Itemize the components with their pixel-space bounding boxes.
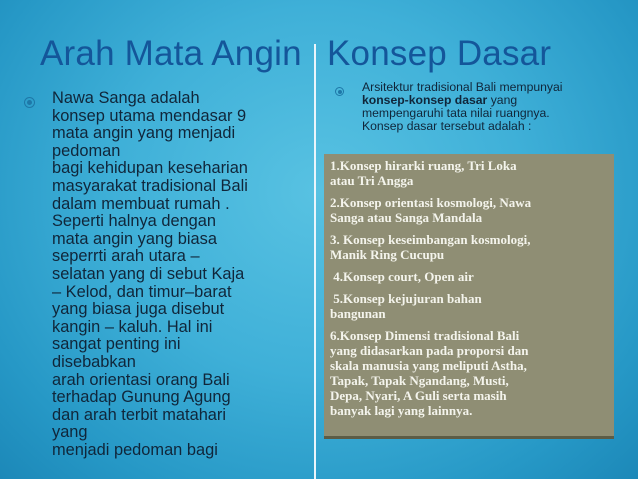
concept-line: 6.Konsep Dimensi tradisional Bali xyxy=(330,328,520,343)
concept-item xyxy=(330,195,612,225)
bullet-icon xyxy=(24,97,35,108)
concept-item xyxy=(330,328,612,418)
text-line: seperrti arah utara – xyxy=(52,247,200,266)
concept-line: atau Tri Angga xyxy=(330,173,414,188)
text-line: arah orientasi orang Bali xyxy=(52,370,230,389)
text-line: masyarakat tradisional Bali xyxy=(52,176,248,195)
text-line: yang biasa juga disebut xyxy=(52,300,225,319)
concept-line: 1.Konsep hirarki ruang, Tri Loka xyxy=(330,158,517,173)
intro-line: Arsitektur tradisional Bali mempunyai xyxy=(362,80,563,94)
concept-line: Manik Ring Cucupu xyxy=(330,247,445,262)
concept-line: banyak lagi yang lainnya. xyxy=(330,403,473,418)
text-line: Nawa Sanga adalah xyxy=(52,90,200,107)
concept-line: bangunan xyxy=(330,306,386,321)
text-line: dan arah terbit matahari xyxy=(52,405,227,424)
concept-line: Depa, Nyari, A Guli serta masih xyxy=(330,388,507,403)
concept-item xyxy=(330,291,612,321)
text-line: disebabkan xyxy=(52,352,136,371)
concept-item xyxy=(330,158,612,188)
slide-title-right: Konsep Dasar xyxy=(327,34,552,73)
concept-item xyxy=(330,232,612,262)
text-line: bagi kehidupan keseharian xyxy=(52,159,248,178)
intro-line: mempengaruhi tata nilai ruangnya. xyxy=(362,106,550,120)
text-line: menjadi pedoman bagi xyxy=(52,440,218,459)
left-column-text xyxy=(52,90,300,479)
concept-list xyxy=(330,158,612,425)
text-line: pedoman xyxy=(52,141,121,160)
text-line: konsep utama mendasar 9 xyxy=(52,106,247,125)
text-line: mata angin yang biasa xyxy=(52,229,217,248)
intro-text xyxy=(362,81,632,133)
bullet-icon xyxy=(335,87,344,96)
column-divider xyxy=(314,44,316,479)
text-line: Seperti halnya dengan xyxy=(52,212,217,231)
concept-line: Tapak, Tapak Ngandang, Musti, xyxy=(330,373,509,388)
concept-line: 4.Konsep court, Open air xyxy=(330,269,474,284)
concept-item xyxy=(330,269,612,284)
text-line: terhadap Gunung Agung xyxy=(52,388,231,407)
concept-line: 3. Konsep keseimbangan kosmologi, xyxy=(330,232,531,247)
text-line: dalam membuat rumah . xyxy=(52,194,230,213)
text-line: kangin – kaluh. Hal ini xyxy=(52,317,213,336)
intro-bold-term: konsep-konsep dasar xyxy=(362,93,488,107)
text-line: – Kelod, dan timur–barat xyxy=(52,282,232,301)
intro-line: Konsep dasar tersebut adalah : xyxy=(362,119,532,133)
concept-line: 5.Konsep kejujuran bahan xyxy=(330,291,482,306)
concept-line: 2.Konsep orientasi kosmologi, Nawa xyxy=(330,195,532,210)
concept-line: Sanga atau Sanga Mandala xyxy=(330,210,483,225)
text-line: sangat penting ini xyxy=(52,335,181,354)
slide-title-left: Arah Mata Angin xyxy=(40,34,302,73)
concept-line: yang didasarkan pada proporsi dan xyxy=(330,343,529,358)
text-line: selatan yang di sebut Kaja xyxy=(52,264,245,283)
intro-line-rest: yang xyxy=(487,93,518,107)
panel-bottom-edge xyxy=(324,436,614,439)
text-line: yang xyxy=(52,423,88,442)
concept-line: skala manusia yang meliputi Astha, xyxy=(330,358,527,373)
text-line: mata angin yang menjadi xyxy=(52,124,236,143)
